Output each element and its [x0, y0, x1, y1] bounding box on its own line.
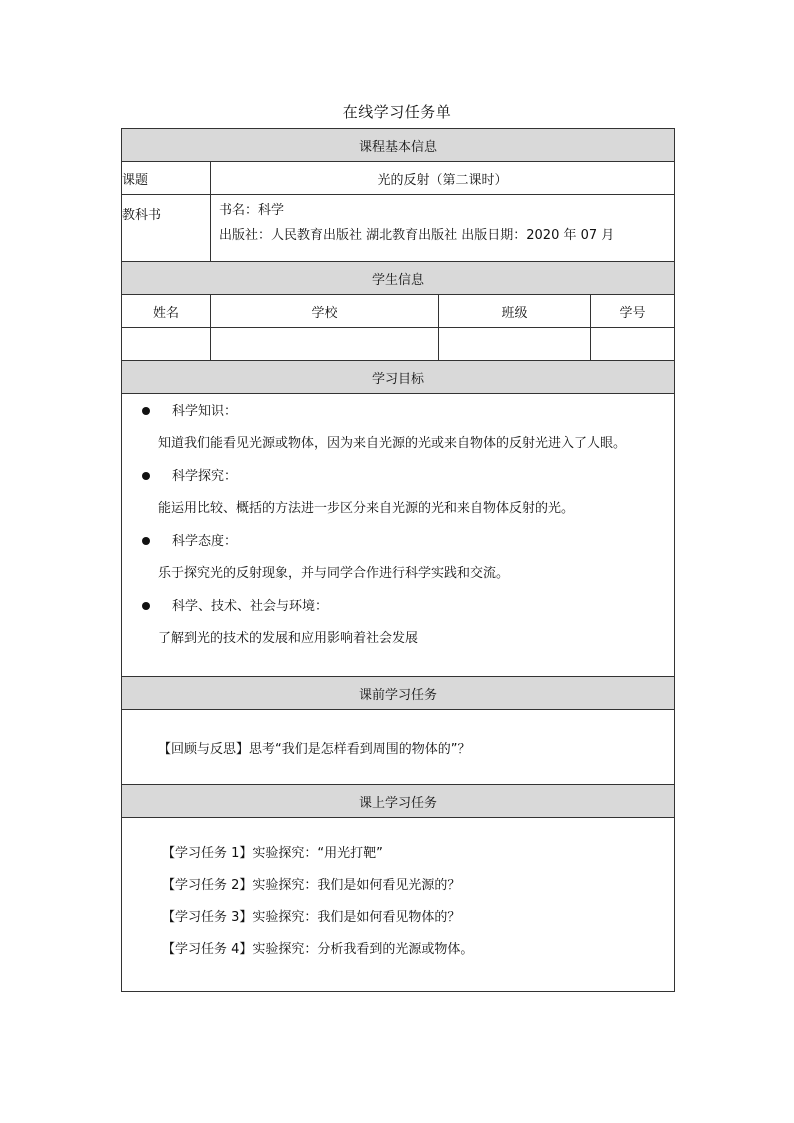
bullet-icon	[142, 472, 150, 480]
task-item: 【学习任务 2】实验探究：我们是如何看见光源的？	[162, 878, 461, 893]
goal-heading: 科学态度：	[142, 532, 674, 564]
goal-heading: 科学探究：	[142, 467, 674, 499]
student-class-cell[interactable]	[439, 328, 591, 361]
goal-heading: 科学、技术、社会与环境：	[142, 597, 674, 629]
goals-content	[122, 394, 675, 677]
task-item: 【学习任务 4】实验探究：分析我看到的光源或物体。	[162, 942, 474, 957]
textbook-info	[211, 195, 675, 262]
pre-class-task: 【回顾与反思】思考“我们是怎样看到周围的物体的”？	[122, 710, 675, 785]
book-name: 书名：科学	[219, 203, 285, 218]
task-item: 【学习任务 3】实验探究：我们是如何看见物体的？	[162, 910, 461, 925]
in-class-tasks	[122, 818, 675, 992]
goal-text: 能运用比较、概括的方法进一步区分来自光源的光和来自物体反射的光。	[158, 501, 575, 516]
header-class: 班级	[439, 295, 591, 328]
section-student-info: 学生信息	[122, 262, 675, 295]
goal-text: 了解到光的技术的发展和应用影响着社会发展	[158, 631, 419, 646]
task-sheet-table	[121, 128, 675, 992]
section-pre-class: 课前学习任务	[122, 677, 675, 710]
textbook-label: 教科书	[122, 195, 211, 262]
bullet-icon	[142, 407, 150, 415]
section-goals: 学习目标	[122, 361, 675, 394]
student-school-cell[interactable]	[211, 328, 439, 361]
goal-heading: 科学知识：	[142, 402, 674, 434]
bullet-icon	[142, 602, 150, 610]
section-basic-info: 课程基本信息	[122, 129, 675, 162]
task-item: 【学习任务 1】实验探究：“用光打靶”	[162, 846, 383, 861]
topic-value: 光的反射（第二课时）	[211, 162, 675, 195]
document-title: 在线学习任务单	[342, 103, 452, 121]
topic-label: 课题	[122, 162, 211, 195]
header-school: 学校	[211, 295, 439, 328]
student-name-cell[interactable]	[122, 328, 211, 361]
student-id-cell[interactable]	[591, 328, 675, 361]
goal-text: 知道我们能看见光源或物体，因为来自光源的光或来自物体的反射光进入了人眼。	[158, 436, 627, 451]
section-in-class: 课上学习任务	[122, 785, 675, 818]
header-name: 姓名	[122, 295, 211, 328]
publisher-info: 出版社：人民教育出版社 湖北教育出版社 出版日期：2020 年 07 月	[219, 228, 615, 243]
goal-text: 乐于探究光的反射现象，并与同学合作进行科学实践和交流。	[158, 566, 510, 581]
header-student-id: 学号	[591, 295, 675, 328]
bullet-icon	[142, 537, 150, 545]
